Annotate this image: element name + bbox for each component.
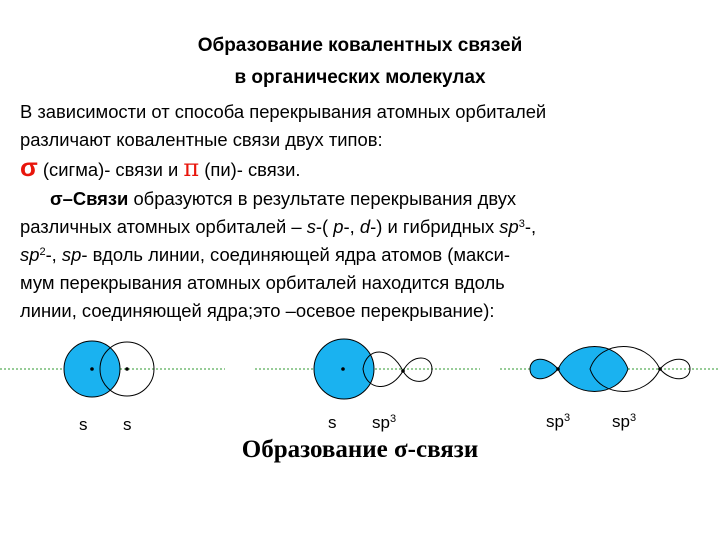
pi-symbol: π [183,154,200,183]
caption-text-after: -связи [407,436,479,463]
intro-line-2: различают ковалентные связи двух типов: [20,129,383,151]
label-sp3-1-sup: 3 [389,413,397,425]
sigma-line-1-text: образуются в результате перекрывания двух [128,187,517,209]
sp3-orbital-small-lobe [403,358,432,381]
sigma-text: (сигма)- связи и [37,159,184,181]
intro-line-1: В зависимости от способа перекрывания атомных орбиталей [20,101,547,122]
panel-s-sp3 [255,339,480,399]
diagram-caption [0,436,720,464]
l2-sup3: 3 [518,217,525,230]
label-sp3-2 [546,412,570,432]
label-s-3: s [328,413,337,432]
label-s-1: s [79,415,88,434]
orbital-overlap-diagram [0,325,720,420]
label-s-2: s [123,415,132,434]
sp3-small-lobe-left [530,359,558,379]
sigma-line-3 [20,241,715,269]
sigma-line-2 [20,213,715,241]
label-sp3-2-base: sp [546,412,564,431]
title-line-1: Образование ковалентных связей [197,35,523,56]
label-sp3-1 [372,413,396,433]
l2-p: p [333,215,344,237]
pi-text: (пи)- связи. [199,159,301,181]
l2-f: -, [524,215,537,237]
l3-sup2: 2 [39,246,46,259]
panel-sp3-sp3 [500,347,720,392]
sigma-symbol-bold: σ [50,187,63,209]
l3-sp2: sp [20,244,40,266]
l3-sp: sp [61,244,82,266]
nucleus-dot [556,367,560,371]
l2-sp3: sp [499,215,519,237]
label-sp3-3 [612,412,636,432]
l2-d: d [359,215,371,237]
body-text [20,98,715,326]
panel-s-s [0,341,225,397]
sigma-bold-word: –Связи [62,187,129,209]
l2-a: различных атомных орбиталей – [20,215,307,237]
nucleus-dot [401,369,405,373]
sp3-big-lobe-left [558,347,628,392]
caption-sigma: σ [394,436,408,463]
caption-text-before: Образование [241,436,395,463]
l2-s: s [306,215,316,237]
l2-c: -, [343,215,360,237]
title-line-2: в органических молекулах [234,67,486,88]
slide-title [0,30,720,94]
l3-a: -, [45,244,62,266]
label-sp3-1-base: sp [372,413,390,432]
nucleus-dot [341,367,345,371]
label-sp3-3-sup: 3 [629,412,637,424]
sigma-line-5: линии, соединяющей ядра;это –осевое перекрывание): [20,300,495,322]
sigma-line-1 [20,185,715,213]
l2-e: -) и гибридных [370,215,500,237]
sigma-symbol: σ [20,152,38,183]
label-sp3-2-sup: 3 [563,412,571,424]
l2-b: -( [315,215,334,237]
label-sp3-3-base: sp [612,412,630,431]
nucleus-dot [658,367,662,371]
nucleus-dot [125,367,129,371]
intro-line-3 [20,154,715,184]
sigma-line-4: мум перекрывания атомных орбиталей находится вдоль [20,272,505,294]
l3-b: - вдоль линии, соединяющей ядра атомов (макси- [81,244,511,266]
nucleus-dot [90,367,94,371]
